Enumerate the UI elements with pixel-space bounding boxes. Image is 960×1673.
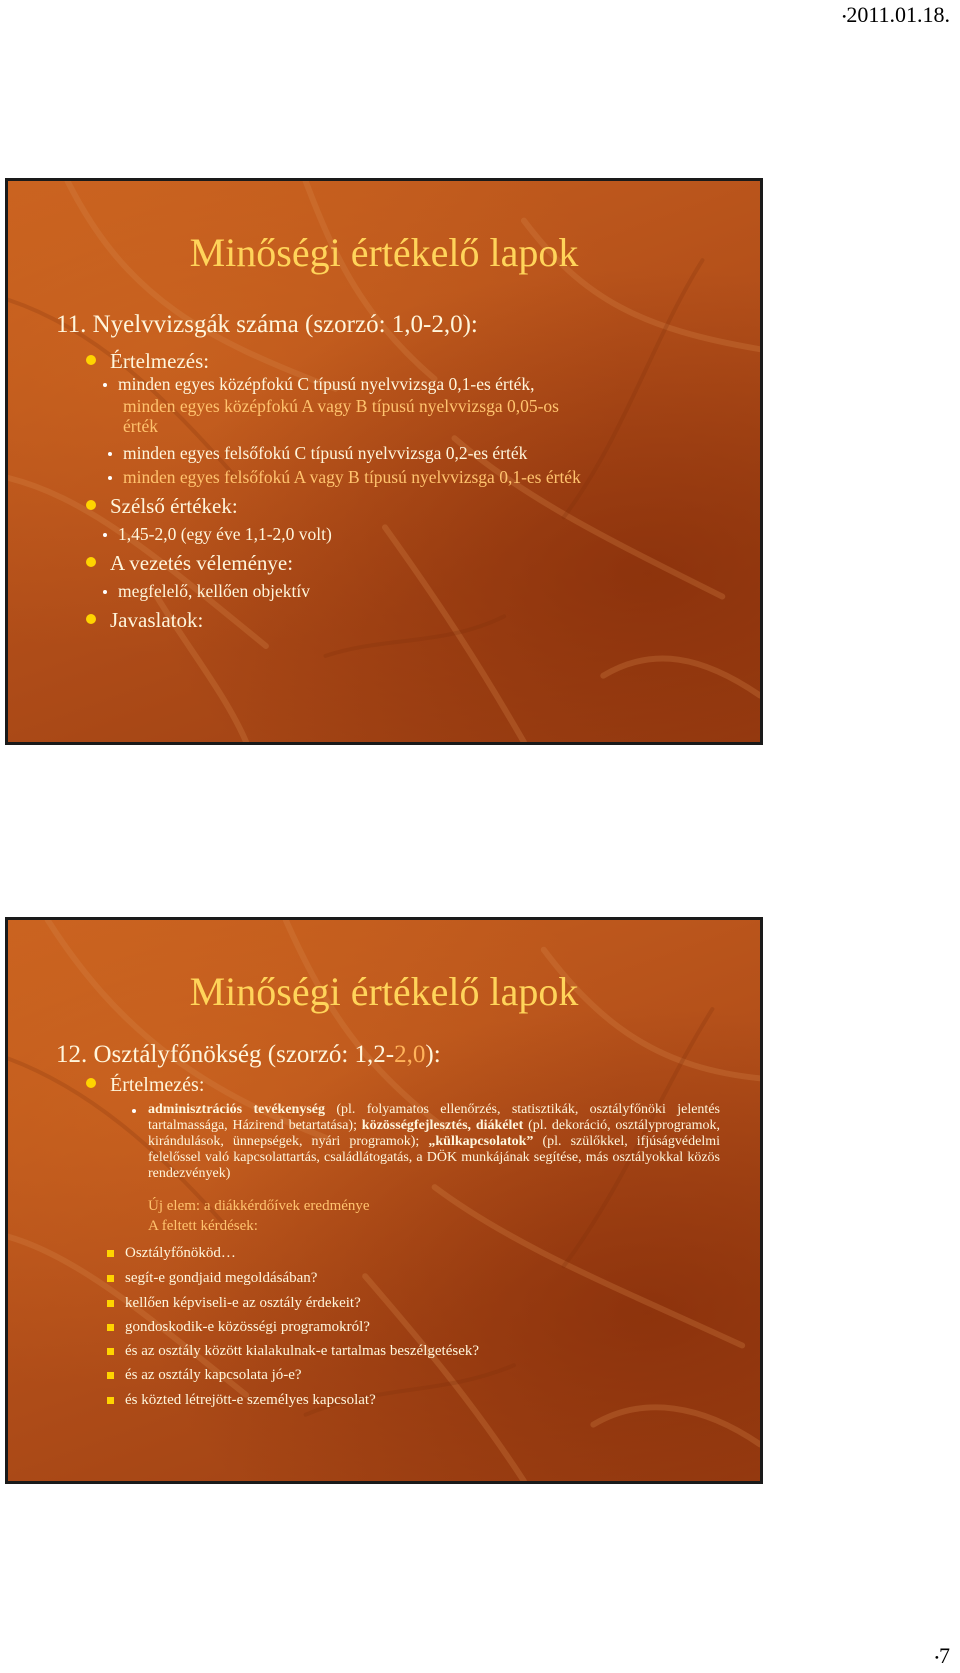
bullet-icon [86,614,96,624]
slide-1-heading: 11. Nyelvvizsgák száma (szorzó: 1,0-2,0): [56,311,478,338]
question-item: és közted létrejött-e személyes kapcsolat? [125,1391,376,1410]
item-ertelmezes [86,349,209,374]
bullet-icon [86,557,96,567]
sub-item: 1,45-2,0 (egy éve 1,1-2,0 volt) [118,524,332,545]
explanation-paragraph: adminisztrációs tevékenység (pl. folyamatos ellenőrzés, statisztikák, osztályfőnöki jelentés tartalmassága, Házirend betartatása); közösségfejlesztés, diákélet (pl. dekoráció, osztályprogramok, kirándulások, ünnepségek, nyári programok); „külkapcsolatok” (pl. szülőkkel, ifjúságvédelmi felelőssel való kapcsolattartás, családlátogatás, a DÖK munkájának segítése, más osztályokkal közös rendezvények) [148,1102,721,1181]
item-label: Értelmezés: [110,349,210,373]
page-date [842,2,950,28]
sub-item: megfelelő, kellően objektív [118,581,310,602]
item-ertelmezes [86,1074,204,1097]
square-bullet-icon [107,1324,114,1331]
bullet-icon [108,452,112,456]
square-bullet-icon [107,1372,114,1379]
sub-item: minden egyes középfokú A vagy B típusú nyelvvizsga 0,05-os [123,396,559,416]
bullet-icon [103,590,107,594]
question-item: kellően képviseli-e az osztály érdekeit? [125,1294,361,1313]
date-text: 2011.01.18. [846,2,950,27]
sub-item: minden egyes felsőfokú C típusú nyelvvizsga 0,2-es érték [123,443,527,464]
bullet-icon [86,500,96,510]
bullet-icon [103,533,107,537]
sub-item-continued: érték [123,416,158,436]
bullet-icon [132,1109,136,1113]
sub-item: minden egyes felsőfokú A vagy B típusú nyelvvizsga 0,1-es érték [123,467,581,488]
item-javaslatok [86,608,203,633]
page-number [935,1643,950,1669]
question-item: Osztályfőnököd… [125,1244,236,1263]
square-bullet-icon [107,1300,114,1307]
item-label: A vezetés véleménye: [110,551,294,575]
item-label: Javaslatok: [110,608,204,632]
page-number-text: 7 [939,1643,950,1668]
item-szelso-ertekek [86,494,238,519]
slide-1-title: Minőségi értékelő lapok [189,230,579,275]
sub-item: minden egyes középfokú C típusú nyelvvizsga 0,1-es érték, [118,374,535,395]
bullet-icon [86,1078,96,1088]
slide-2-heading: 12. Osztályfőnökség (szorzó: 1,2-2,0): [56,1041,441,1068]
item-label: Értelmezés: [110,1074,205,1096]
question-item: és az osztály kapcsolata jó-e? [125,1366,302,1385]
bullet-icon [86,355,96,365]
square-bullet-icon [107,1348,114,1355]
bullet-icon [103,383,107,387]
slide-1 [5,178,763,745]
slide-2 [5,917,763,1484]
questions-title: A feltett kérdések: [148,1218,258,1234]
square-bullet-icon [107,1397,114,1404]
page-number-bullet: • [934,1650,939,1665]
question-item: gondoskodik-e közösségi programokról? [125,1318,370,1337]
item-label: Szélső értékek: [110,494,238,518]
slide-2-title: Minőségi értékelő lapok [189,969,579,1014]
square-bullet-icon [107,1275,114,1282]
square-bullet-icon [107,1250,114,1257]
question-item: segít-e gondjaid megoldásában? [125,1269,317,1288]
item-vezetes-velemenye [86,551,293,576]
question-item: és az osztály között kialakulnak-e tartalmas beszélgetések? [125,1342,479,1361]
new-element-note: Új elem: a diákkérdőívek eredménye [148,1198,370,1214]
bullet-icon [108,476,112,480]
date-bullet: • [842,9,847,24]
